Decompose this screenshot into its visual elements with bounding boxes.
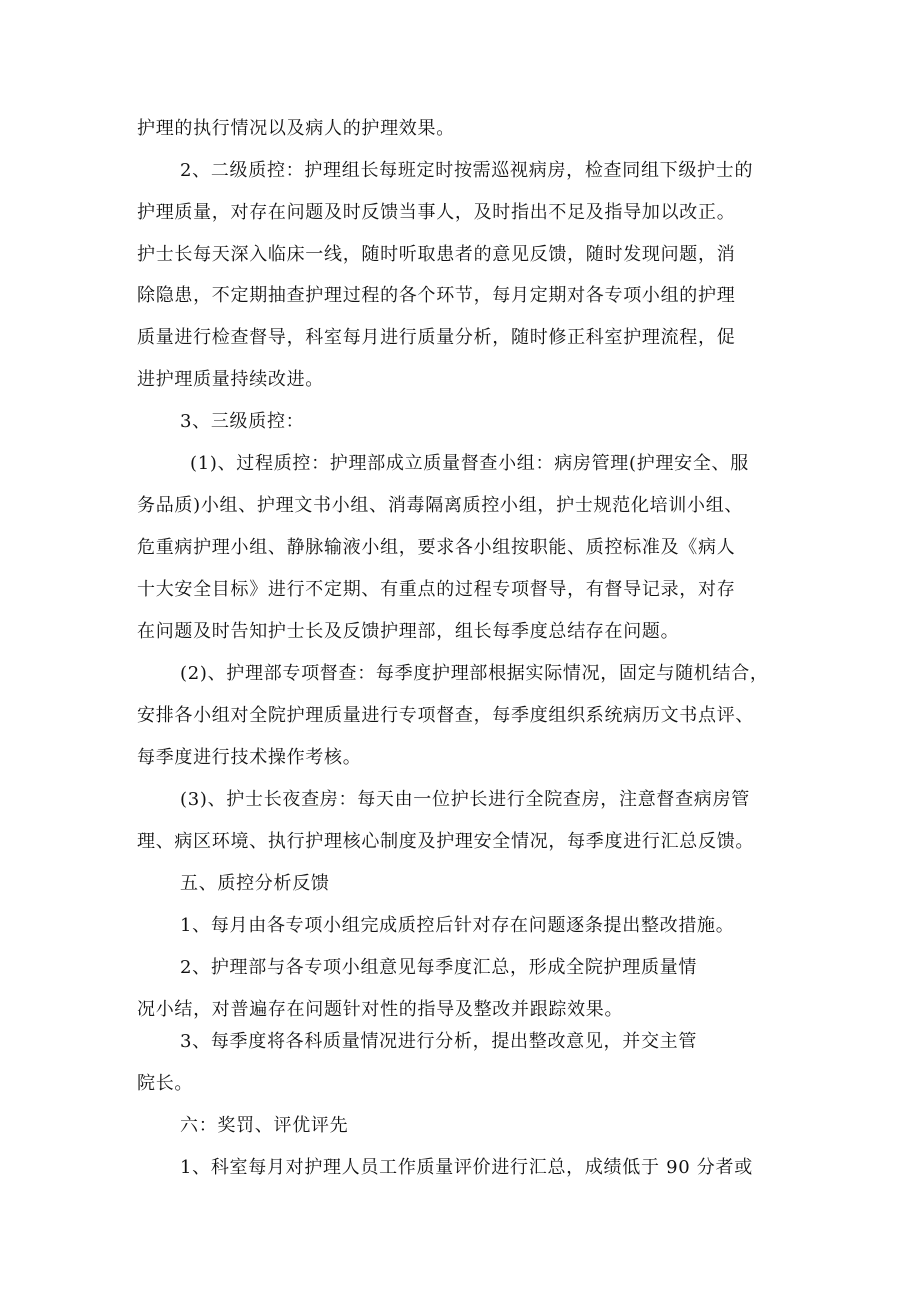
paragraph-line: 在问题及时告知护士长及反馈护理部，组长每季度总结存在问题。 <box>137 621 680 642</box>
paragraph-line: 3、每季度将各科质量情况进行分析，提出整改意见，并交主管 <box>180 1031 698 1052</box>
paragraph-line: 进护理质量持续改进。 <box>137 369 324 390</box>
paragraph-line: 护理质量，对存在问题及时反馈当事人，及时指出不足及指导加以改正。 <box>137 202 736 223</box>
section-heading: 3、三级质控： <box>180 411 305 432</box>
paragraph-line: 1、科室每月对护理人员工作质量评价进行汇总，成绩低于 90 分者或 <box>180 1157 753 1178</box>
paragraph-line: 安排各小组对全院护理质量进行专项督查，每季度组织系统病历文书点评、 <box>137 705 755 726</box>
paragraph-line: 1、每月由各专项小组完成质控后针对存在问题逐条提出整改措施。 <box>180 915 735 936</box>
paragraph-line: 除隐患，不定期抽查护理过程的各个环节，每月定期对各专项小组的护理 <box>137 285 736 306</box>
paragraph-line: 质量进行检查督导，科室每月进行质量分析，随时修正科室护理流程，促 <box>137 327 736 348</box>
paragraph-line: 务品质)小组、护理文书小组、消毒隔离质控小组，护士规范化培训小组、 <box>137 495 744 516</box>
paragraph-line: 危重病护理小组、静脉输液小组，要求各小组按职能、质控标准及《病人 <box>137 537 736 558</box>
paragraph-line: 2、二级质控：护理组长每班定时按需巡视病房，检查同组下级护士的 <box>180 160 754 181</box>
paragraph-line: 院长。 <box>137 1073 194 1094</box>
paragraph-line: 护理的执行情况以及病人的护理效果。 <box>137 118 455 139</box>
paragraph-line: 理、病区环境、执行护理核心制度及护理安全情况，每季度进行汇总反馈。 <box>137 831 755 852</box>
paragraph-line: 护士长每天深入临床一线，随时听取患者的意见反馈，随时发现问题，消 <box>137 244 736 265</box>
paragraph-line: (1)、过程质控：护理部成立质量督查小组：病房管理(护理安全、服 <box>190 453 749 474</box>
paragraph-line: (3)、护士长夜查房：每天由一位护长进行全院查房，注意督查病房管 <box>180 789 750 810</box>
paragraph-line: (2)、护理部专项督查：每季度护理部根据实际情况，固定与随机结合， <box>180 663 769 684</box>
section-heading: 五、质控分析反馈 <box>180 873 330 894</box>
paragraph-line: 每季度进行技术操作考核。 <box>137 747 362 768</box>
paragraph-line: 况小结，对普遍存在问题针对性的指导及整改并跟踪效果。 <box>137 999 624 1020</box>
section-heading: 六：奖罚、评优评先 <box>180 1115 349 1136</box>
paragraph-line: 2、护理部与各专项小组意见每季度汇总，形成全院护理质量情 <box>180 957 698 978</box>
paragraph-line: 十大安全目标》进行不定期、有重点的过程专项督导，有督导记录，对存 <box>137 579 736 600</box>
